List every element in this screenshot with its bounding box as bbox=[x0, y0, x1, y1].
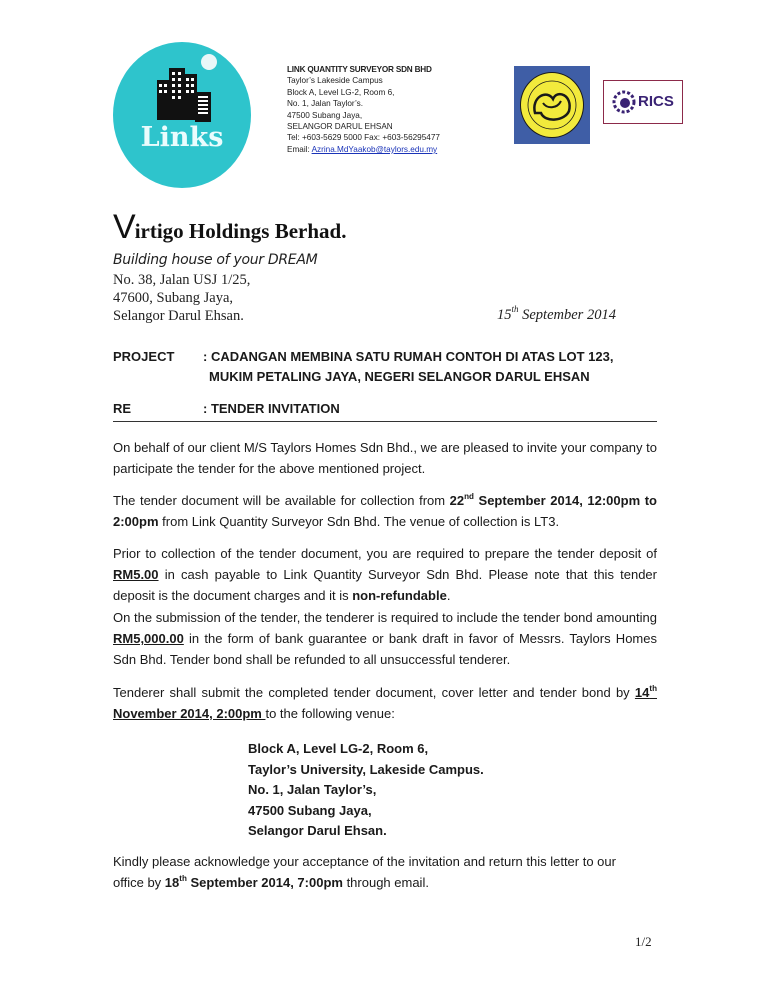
rics-lion-icon bbox=[612, 90, 636, 114]
venue-line: 47500 Subang Jaya, bbox=[248, 802, 372, 818]
recipient-name bbox=[113, 208, 346, 247]
company-address-line: Taylor’s Lakeside Campus bbox=[287, 76, 383, 86]
paragraph-acknowledge bbox=[113, 851, 643, 893]
company-address-line: No. 1, Jalan Taylor’s. bbox=[287, 99, 364, 109]
company-address-line: SELANGOR DARUL EHSAN bbox=[287, 122, 393, 132]
text-run: 22 bbox=[449, 493, 465, 508]
company-header bbox=[287, 64, 440, 155]
recipient-address-line: 47600, Subang Jaya, bbox=[113, 290, 234, 306]
text-run: September 2014, 7:00pm bbox=[186, 875, 343, 890]
rics-logo bbox=[603, 80, 683, 124]
recipient-name-initial: V bbox=[113, 208, 135, 246]
text-run: 14 bbox=[634, 685, 650, 700]
date-rest: September 2014 bbox=[518, 307, 616, 323]
bqsm-logo bbox=[514, 66, 590, 144]
venue-line: No. 1, Jalan Taylor’s, bbox=[248, 782, 377, 797]
paragraph-deposit bbox=[113, 543, 657, 606]
company-email-row bbox=[287, 144, 440, 155]
recipient-name-rest: irtigo Holdings Berhad. bbox=[134, 219, 347, 243]
venue-line: Taylor’s University, Lakeside Campus. bbox=[248, 761, 484, 777]
text-run: th bbox=[649, 683, 657, 693]
text-run: to the following venue: bbox=[265, 706, 395, 721]
text-run: in the form of bank guarantee or bank draft in favor of Messrs. Taylors Homes Sdn Bhd. Tender bond shall be refunded to all unsuccessful tenderer. bbox=[113, 631, 657, 667]
text-run: through email. bbox=[342, 875, 429, 890]
bqsm-seal bbox=[520, 72, 584, 138]
company-address-line: 47500 Subang Jaya, bbox=[287, 110, 363, 120]
recipient-address bbox=[113, 271, 250, 325]
email-link[interactable]: Azrina.MdYaakob@taylors.edu.my bbox=[311, 144, 438, 154]
text-run: The tender document will be available for collection from bbox=[113, 493, 450, 508]
text-run: in cash payable to Link Quantity Surveyor Sdn Bhd. Please note that this tender deposit is the document charges and it is bbox=[113, 567, 657, 603]
letter-date bbox=[497, 304, 616, 324]
paragraph-tender-bond bbox=[113, 607, 657, 670]
venue-line: Selangor Darul Ehsan. bbox=[248, 823, 387, 838]
company-address-line: Block A, Level LG-2, Room 6, bbox=[287, 87, 395, 97]
re-row bbox=[113, 401, 657, 422]
rics-wordmark: RICS bbox=[638, 93, 674, 110]
text-run: Prior to collection of the tender document, you are required to prepare the tender deposit of bbox=[113, 546, 657, 561]
text-run: . bbox=[446, 588, 451, 603]
page-number: 1/2 bbox=[635, 934, 652, 949]
text-run: nd bbox=[464, 491, 474, 501]
recipient-tagline: Building house of your DREAM bbox=[113, 252, 318, 268]
text-run: 18 bbox=[164, 875, 180, 890]
deposit-amount: RM5.00 bbox=[113, 567, 159, 582]
project-line-2: MUKIM PETALING JAYA, NEGERI SELANGOR DARUL EHSAN bbox=[209, 369, 590, 384]
buildings-icon bbox=[153, 64, 213, 126]
venue-line: Block A, Level LG-2, Room 6, bbox=[248, 741, 429, 756]
date-suffix: th bbox=[511, 304, 519, 315]
text-run: Kindly please acknowledge your acceptance of the invitation and return this letter to our office by bbox=[113, 854, 616, 890]
recipient-address-line: No. 38, Jalan USJ 1/25, bbox=[113, 272, 251, 288]
recipient-address-line: Selangor Darul Ehsan. bbox=[113, 308, 244, 324]
company-name: LINK QUANTITY SURVEYOR SDN BHD bbox=[287, 65, 432, 74]
text-run: Tenderer shall submit the completed tender document, cover letter and tender bond by bbox=[113, 685, 635, 700]
text-run: November 2014, 2:00pm bbox=[113, 706, 266, 721]
text-run: On the submission of the tender, the tenderer is required to include the tender bond amounting bbox=[113, 610, 657, 625]
text-run: from Link Quantity Surveyor Sdn Bhd. The venue of collection is LT3. bbox=[158, 514, 560, 529]
links-logo bbox=[113, 42, 251, 188]
paragraph-intro: On behalf of our client M/S Taylors Homes Sdn Bhd., we are pleased to invite your company to participate the tender for the above mentioned project. bbox=[113, 440, 657, 476]
logo-wordmark: Links bbox=[140, 122, 224, 153]
project-line-1: : CADANGAN MEMBINA SATU RUMAH CONTOH DI ATAS LOT 123, bbox=[203, 349, 614, 364]
submission-venue bbox=[248, 739, 484, 842]
text-run: th bbox=[179, 873, 187, 883]
re-label: RE bbox=[113, 401, 132, 416]
non-refundable-note: non-refundable bbox=[352, 588, 447, 603]
text-run: September 2014, 12:00pm to 2:00pm bbox=[113, 493, 657, 529]
acknowledge-deadline bbox=[165, 875, 343, 890]
company-tel-fax: Tel: +603-5629 5000 Fax: +603-56295477 bbox=[287, 133, 440, 143]
re-value: : TENDER INVITATION bbox=[203, 401, 340, 416]
email-label: Email: bbox=[287, 144, 312, 154]
paragraph-collection bbox=[113, 490, 657, 532]
bond-amount: RM5,000.00 bbox=[113, 631, 184, 646]
project-label: PROJECT bbox=[113, 349, 175, 364]
paragraph-submission bbox=[113, 682, 657, 724]
date-day: 15 bbox=[497, 307, 512, 323]
bqsm-emblem-icon bbox=[521, 73, 583, 137]
